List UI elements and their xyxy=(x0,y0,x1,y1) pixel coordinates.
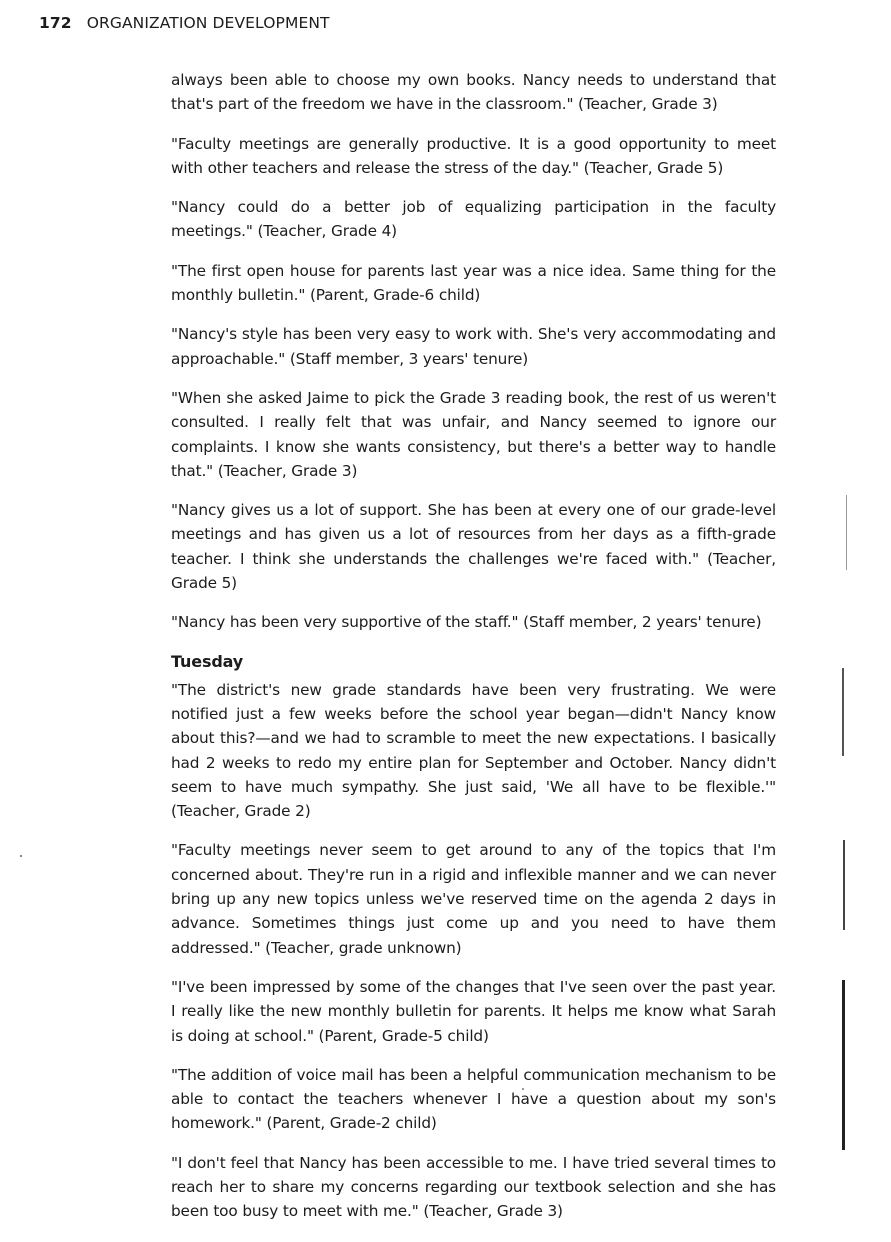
quote-paragraph: "I've been impressed by some of the changes that I've seen over the past year. I really like the new monthly bulletin for parents. It helps me know what Sarah is doing at school." (Parent, Grade-5 child) xyxy=(171,977,776,1045)
scan-speck xyxy=(20,855,22,857)
scan-edge-artifact xyxy=(843,840,845,930)
quote-paragraph: "Nancy's style has been very easy to work with. She's very accommodating and approachable." (Staff member, 3 years' tenure) xyxy=(171,325,776,368)
section-heading-tuesday: Tuesday xyxy=(171,651,244,671)
page-body xyxy=(171,68,776,1239)
quote-paragraph: "The addition of voice mail has been a helpful communication mechanism to be able to contact the teachers whenever I have a question about my son's homework." (Parent, Grade-2 child) xyxy=(171,1065,776,1133)
scan-edge-artifact xyxy=(846,495,847,570)
quote-paragraph: "I don't feel that Nancy has been accessible to me. I have tried several times to reach her to share my concerns regarding our textbook selection and she has been too busy to meet with me." (Teacher, Grade 3) xyxy=(171,1153,776,1221)
quote-paragraph: "Nancy has been very supportive of the staff." (Staff member, 2 years' tenure) xyxy=(171,613,762,632)
scan-edge-artifact xyxy=(842,668,844,756)
scan-speck xyxy=(522,1088,524,1090)
page-header xyxy=(39,14,330,32)
scan-edge-artifact xyxy=(842,980,845,1150)
quote-paragraph: "Faculty meetings are generally productive. It is a good opportunity to meet with other teachers and release the stress of the day." (Teacher, Grade 5) xyxy=(171,134,776,177)
running-head: ORGANIZATION DEVELOPMENT xyxy=(86,14,330,32)
quote-paragraph: "When she asked Jaime to pick the Grade 3 reading book, the rest of us weren't consulted. I really felt that was unfair, and Nancy seemed to ignore our complaints. I know she wants consistency, but there's a better way to handle that." (Teacher, Grade 3) xyxy=(171,388,776,480)
quote-paragraph: "The district's new grade standards have been very frustrating. We were notified just a few weeks before the school year began—didn't Nancy know about this?—and we had to scramble to meet the new expectations. I basically had 2 weeks to redo my entire plan for September and October. Nancy didn't seem to have much sympathy. She just said, 'We all have to be flexible.'" (Teacher, Grade 2) xyxy=(171,680,776,821)
quote-paragraph: "Faculty meetings never seem to get around to any of the topics that I'm concerned about. They're run in a rigid and inflexible manner and we can never bring up any new topics unless we've reserved time on the agenda 2 days in advance. Sometimes things just come up and you need to have them addressed." (Teacher, grade unknown) xyxy=(171,841,776,957)
quote-paragraph: always been able to choose my own books. Nancy needs to understand that that's part of the freedom we have in the classroom." (Teacher, Grade 3) xyxy=(171,71,776,114)
page-number: 172 xyxy=(39,14,72,32)
quote-paragraph: "Nancy could do a better job of equalizing participation in the faculty meetings." (Teacher, Grade 4) xyxy=(171,198,776,241)
quote-paragraph: "The first open house for parents last year was a nice idea. Same thing for the monthly bulletin." (Parent, Grade-6 child) xyxy=(171,261,776,305)
quote-paragraph: "Nancy gives us a lot of support. She has been at every one of our grade-level meetings and has given us a lot of resources from her days as a fifth-grade teacher. I think she understands the challenges we're faced with." (Teacher, Grade 5) xyxy=(171,501,776,593)
